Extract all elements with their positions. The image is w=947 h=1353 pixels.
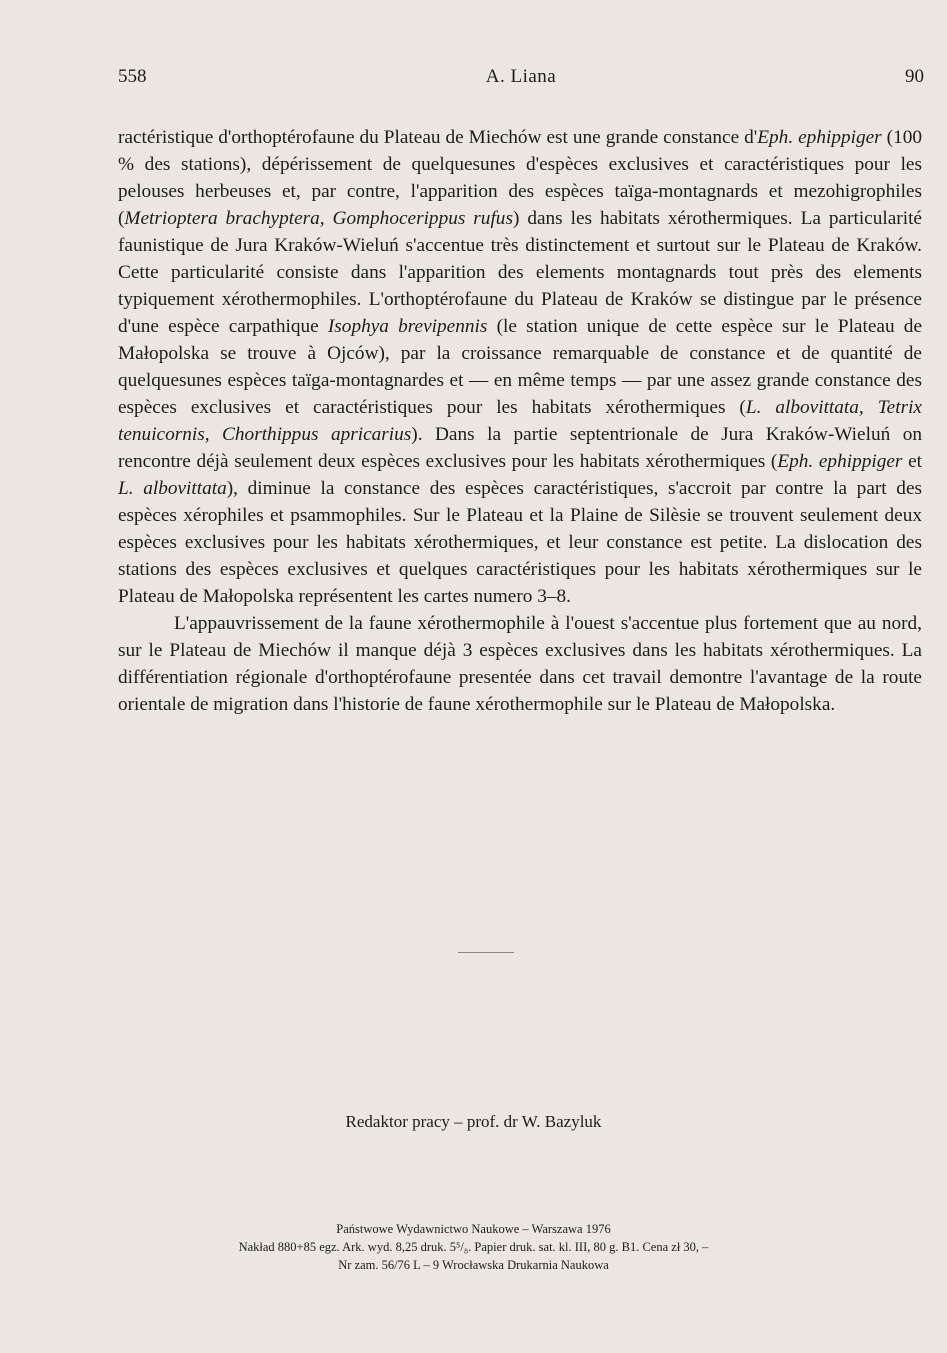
text-run: ractéristique d'orthoptérofaune du Plateau de Miechów est une grande constance d': [118, 127, 758, 148]
text-run: ). Dans la partie septentrionale de Jura Kraków-Wieluń on rencontre déjà seulement deux espèces exclusives pour les habitats xérothermiques (: [118, 424, 922, 472]
text-run: (le station unique de cette espèce sur le Plateau de Małopolska se trouve à Ojców), par la croissance remarquable de constance et de quantité de quelquesunes espèces taïga-montagnardes et — en même temps — par une assez grande constance des espèces exclusives et caractéristiques pour les habitats xérothermiques (: [118, 316, 923, 418]
imprint-publisher: Państwowe Wydawnictwo Naukowe – Warszawa 1976: [336, 1222, 611, 1236]
section-number: 90: [905, 66, 924, 87]
text-run: ), diminue la constance des espèces caractéristiques, s'accroit par contre la part des espèces xérophiles et psammophiles. Sur le Plateau et la Plaine de Silèsie se trouvent seulement deux espèces exclusives pour les habitats xérothermiques, et leur constance est petite. La dislocation des stations des espèces exclusives et quelques caractéristiques pour les habitats xérothermiques sur le Plateau de Małopolska représentent les cartes numero 3–8.: [118, 478, 922, 607]
species-name: Eph. ephippiger: [777, 451, 903, 472]
paragraph-2: L'appauvrissement de la faune xérothermophile à l'ouest s'accentue plus fortement que au nord, sur le Plateau de Miechów il manque déjà 3 espèces exclusives dans les habitats xérothermiques. La différentiation régionale d'orthoptérofaune presentée dans cet travail demontre l'avantage de la route orientale de migration dans l'historie de faune xérothermophile sur le Plateau de Małopolska.: [118, 613, 922, 715]
editor-credit: Redaktor pracy – prof. dr W. Bazyluk: [345, 1112, 602, 1131]
species-name: L. albovittata, Tetrix tenuicornis, Chorthippus apricarius: [118, 397, 922, 445]
section-divider: [458, 952, 514, 953]
text-run: et: [902, 451, 922, 472]
species-name: Metrioptera brachyptera, Gomphocerippus rufus: [124, 208, 513, 229]
page-number: 558: [118, 66, 147, 87]
paragraph-1: [118, 124, 922, 610]
imprint-printer: Nr zam. 56/76 L – 9 Wrocławska Drukarnia Naukowa: [338, 1258, 609, 1272]
text-run: (100 % des stations), dépérissement de quelquesunes d'espèces exclusives et caractéristiques pour les pelouses herbeuses et, par contre, l'apparition des espèces taïga-montagnards et mezohigrophiles (: [118, 127, 922, 229]
imprint-print-details: Nakład 880+85 egz. Ark. wyd. 8,25 druk. 5⁵/₈. Papier druk. sat. kl. III, 80 g. B1. Cena zł 30, –: [238, 1240, 709, 1254]
publisher-imprint: [0, 1220, 947, 1274]
species-name: Eph. ephippiger: [757, 127, 882, 148]
article-body: [118, 124, 922, 718]
species-name: L. albovittata: [118, 478, 227, 499]
running-head-author: A. Liana: [485, 66, 557, 87]
running-header: [118, 66, 924, 92]
text-run: ) dans les habitats xérothermiques. La particularité faunistique de Jura Kraków-Wieluń s'accentue très distinctement et surtout sur le Plateau de Kraków. Cette particularité consiste dans l'apparition des elements montagnards tout près des elements typiquement xérothermophiles. L'orthoptérofaune du Plateau de Kraków se distingue par le présence d'une espèce carpathique: [118, 208, 922, 337]
species-name: Isophya brevipennis: [327, 316, 488, 337]
